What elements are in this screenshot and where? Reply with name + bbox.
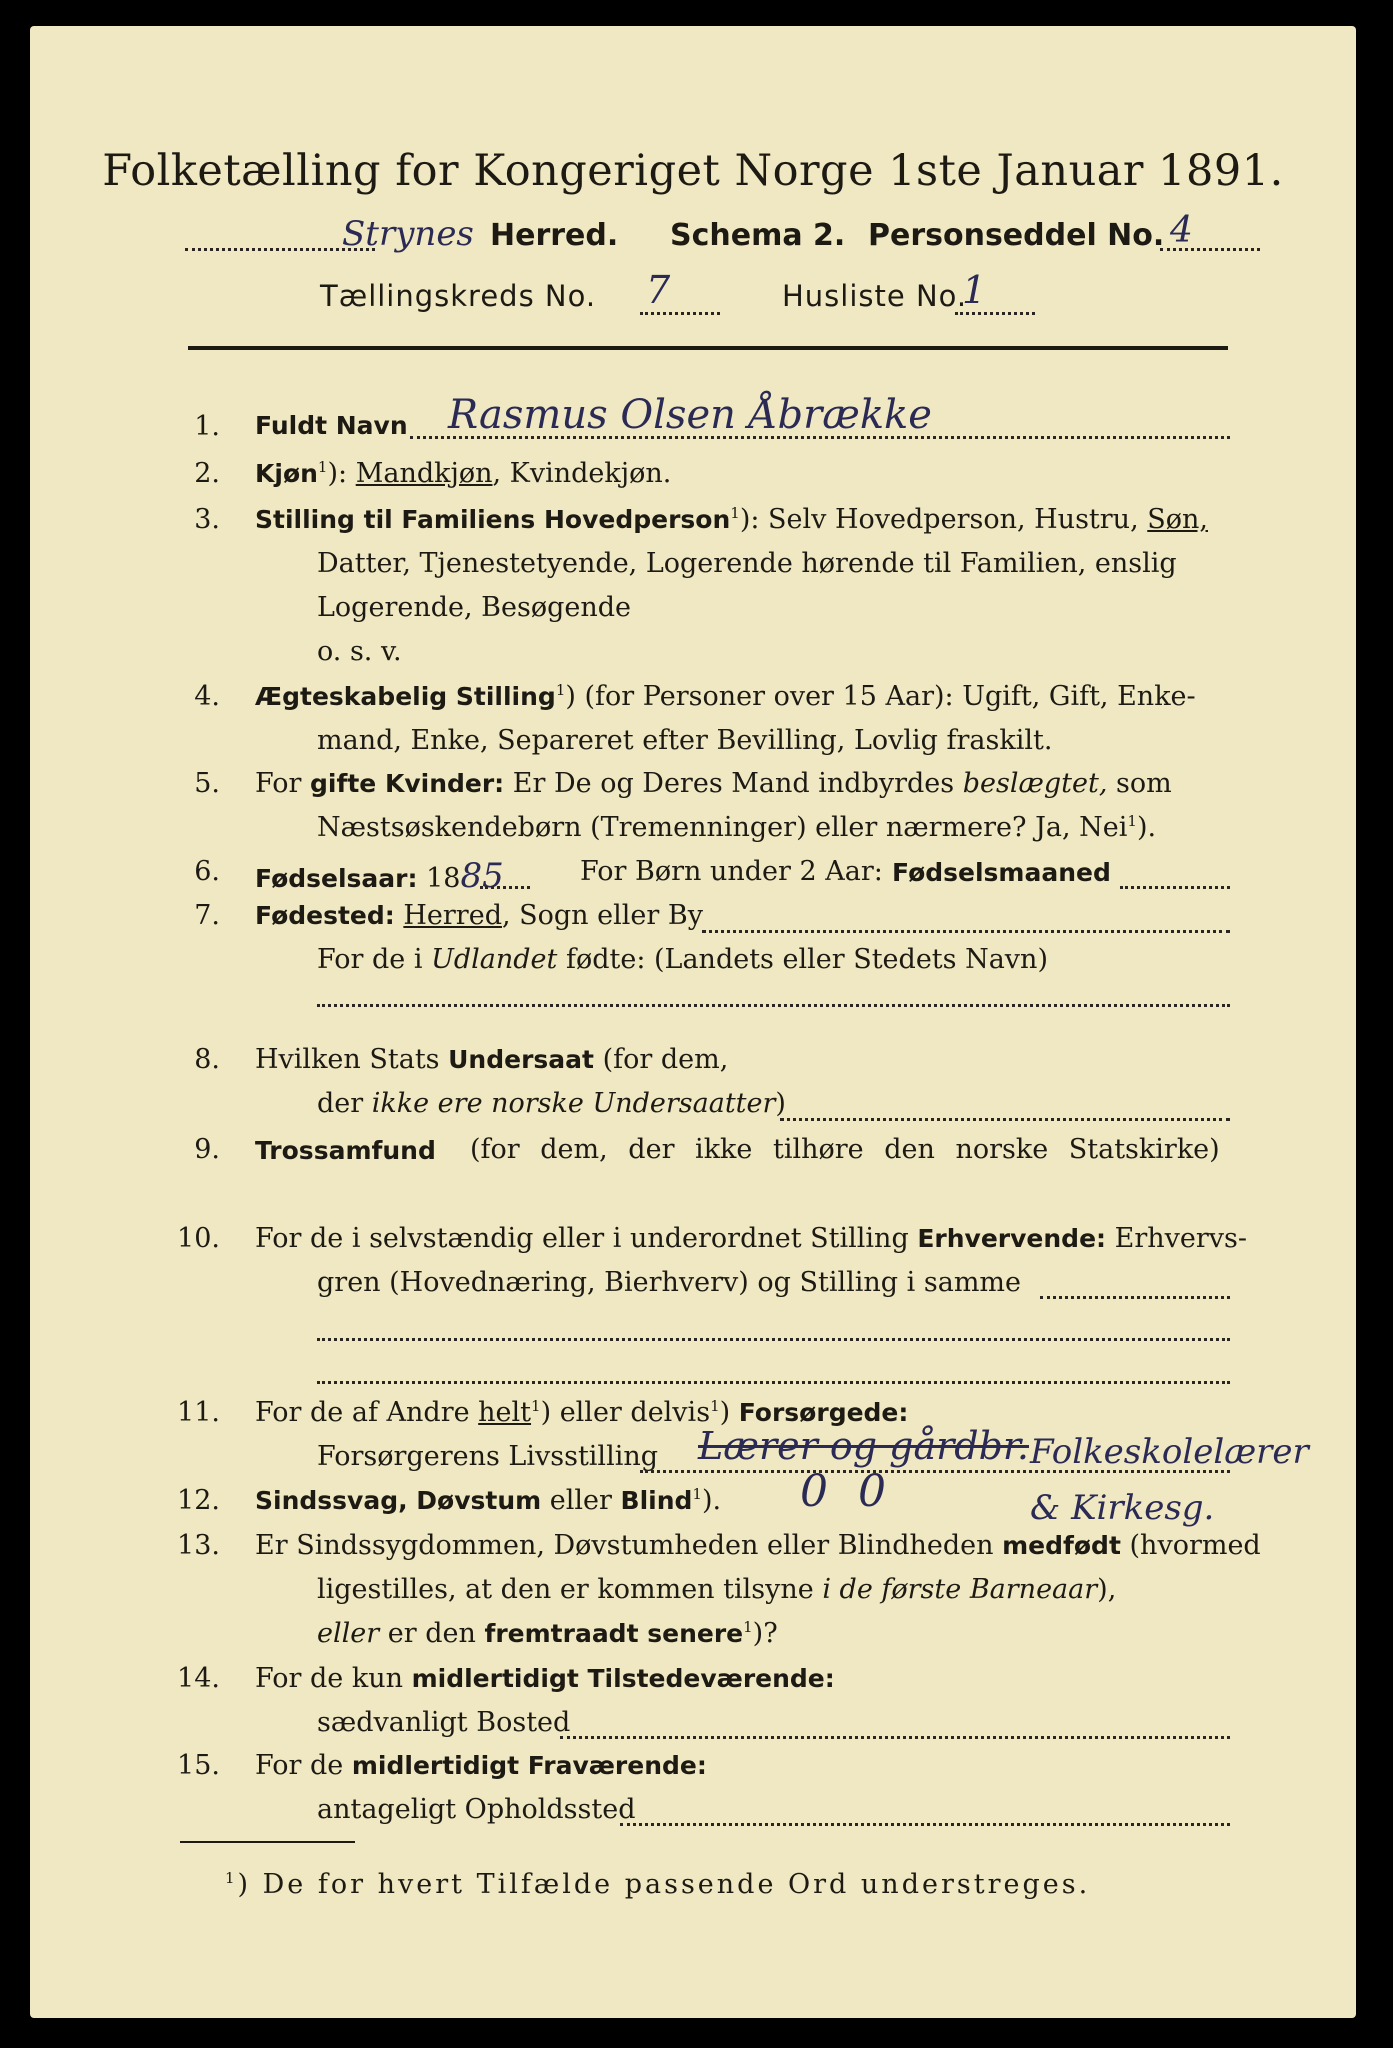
q11-provider-occupation-value: Folkeskolelærer & Kirkesg. (1030, 1432, 1309, 1528)
q7-text: , Sogn eller By (501, 900, 703, 931)
footnote-marker: 1 (1127, 812, 1137, 830)
q6-label: Fødselsaar: (255, 864, 418, 893)
q13-line2 (317, 1574, 1116, 1605)
q8-text2b: ikke ere norske Undersaatter (371, 1088, 776, 1119)
q11-label: Forsørgede: (738, 1398, 909, 1427)
q8-text2a: der (317, 1088, 364, 1119)
taellingskreds-value: 7 (646, 268, 671, 312)
q10-text2: Erhvervs- (1114, 1223, 1248, 1254)
item-number: 3. (194, 504, 220, 535)
taellingskreds-label: Tællingskreds No. (320, 279, 597, 313)
q5-italic: beslægtet, (962, 768, 1108, 799)
q7-line1 (255, 900, 703, 931)
q9-text: (for dem, der ikke tilhøre den norske Statskirke) (470, 1134, 1220, 1165)
q13-line1 (255, 1530, 1261, 1561)
q7-label: Fødested: (255, 901, 395, 930)
footnote-marker: 1 (692, 1485, 702, 1503)
q7-text2c: fødte: (Landets eller Stedets Navn) (565, 944, 1048, 975)
footnote-text: ) De for hvert Tilfælde passende Ord understreges. (237, 1869, 1091, 1900)
q5-text2: Næstsøskendebørn (Tremenninger) eller nærmere? Ja, Nei (317, 812, 1128, 843)
q14-line2: sædvanligt Bosted (317, 1707, 571, 1738)
q5-label: gifte Kvinder: (310, 769, 505, 798)
q13-end: )? (752, 1618, 778, 1649)
q10-text1: For de i selvstændig eller i underordnet Stilling (255, 1223, 909, 1254)
item-number: 12. (177, 1485, 220, 1516)
item-number: 15. (177, 1750, 220, 1781)
q10-line2: gren (Hovednæring, Bierhverv) og Stilling i samme (317, 1267, 1022, 1298)
husliste-label: Husliste No. (782, 279, 968, 313)
q15-line2: antageligt Opholdssted (317, 1794, 636, 1825)
q15-label: midlertidigt Fraværende: (351, 1751, 707, 1780)
q1-dots (410, 436, 1230, 439)
q7-dots-2 (317, 1004, 1230, 1007)
q7-dots-1 (702, 930, 1230, 933)
item-number: 4. (194, 681, 220, 712)
q2-option-mandkjon: Mandkjøn (355, 458, 493, 489)
q13-label: medfødt (1002, 1531, 1121, 1560)
q8-text2c: ) (775, 1088, 786, 1119)
q8-dots (780, 1118, 1230, 1121)
q12-value: 0 0 (800, 1466, 894, 1517)
q15-line1 (255, 1750, 707, 1781)
q4-line2: mand, Enke, Separeret efter Bevilling, Lovlig fraskilt. (317, 725, 1053, 756)
personseddel-value: 4 (1170, 210, 1193, 251)
q1-name-value: Rasmus Olsen Åbrække (448, 392, 932, 438)
q13-line3 (317, 1618, 778, 1649)
q5-line2 (317, 812, 1156, 843)
footnote-marker: 1 (730, 504, 740, 522)
q13-text3a: eller (317, 1618, 380, 1649)
q12-mid: eller (549, 1485, 612, 1516)
q10-dots-1 (1040, 1296, 1230, 1299)
q11-struck-value: Lærer og gårdbr. (698, 1424, 1029, 1468)
q13-text2c: ), (1097, 1574, 1117, 1605)
q4-line1 (255, 681, 1196, 712)
q12-label2: Blind (620, 1486, 693, 1515)
q9-label: Trossamfund (255, 1136, 436, 1165)
q6-mid: For Børn under 2 Aar: (580, 856, 883, 887)
q12-line (255, 1485, 721, 1516)
q14-dots (560, 1736, 1230, 1739)
q3-text: ): Selv Hovedperson, Hustru, (739, 504, 1139, 535)
q11-text3: ) (719, 1397, 739, 1428)
personseddel-label: Personseddel No. (868, 218, 1165, 253)
q6-line (255, 856, 504, 896)
q3-line3: Logerende, Besøgende (317, 592, 631, 623)
item-number: 1. (194, 411, 220, 442)
q8-label: Undersaat (448, 1045, 594, 1074)
item-number: 10. (177, 1223, 220, 1254)
item-number: 11. (177, 1397, 220, 1428)
q12-end: ). (701, 1485, 722, 1516)
q10-dots-2 (317, 1338, 1230, 1341)
item-number: 2. (194, 458, 220, 489)
q5-end: ). (1136, 812, 1157, 843)
personseddel-dots (1160, 248, 1260, 251)
q14-label: midlertidigt Tilstedeværende: (411, 1664, 835, 1693)
q8-line1 (255, 1044, 728, 1075)
q13-label2: fremtraadt senere (484, 1619, 744, 1648)
q3-line1 (255, 504, 1208, 535)
q4-text: ) (for Personer over 15 Aar): Ugift, Gift, Enke- (565, 681, 1196, 712)
q15-pre: For de (255, 1750, 344, 1781)
q3-option-son: Søn, (1147, 504, 1208, 535)
q13-text2a: ligestilles, at den er kommen tilsyne (317, 1574, 814, 1605)
footnote-rule (180, 1841, 355, 1843)
footnote-marker: 1 (531, 1397, 541, 1415)
footnote-marker: 1 (710, 1397, 720, 1415)
q6-prefix: 18 (426, 863, 461, 894)
item-number: 6. (194, 856, 220, 887)
q7-line2 (317, 944, 1048, 975)
q14-pre: For de kun (255, 1663, 403, 1694)
item-number: 13. (177, 1530, 220, 1561)
q6-dots-a (480, 886, 530, 889)
q13-text1b: (hvormed (1129, 1530, 1261, 1561)
q5-pre: For (255, 768, 302, 799)
herred-value: Strynes (342, 214, 474, 254)
q11-line2: Forsørgerens Livsstilling (317, 1441, 659, 1472)
footnote-marker: 1 (555, 681, 566, 699)
schema-label: Schema 2. (670, 218, 846, 253)
q7-text2a: For de i (317, 944, 423, 975)
q12-label: Sindssvag, Døvstum (255, 1486, 542, 1515)
q13-text1a: Er Sindssygdommen, Døvstumheden eller Blindheden (255, 1530, 994, 1561)
footnote (225, 1869, 1090, 1900)
q10-label: Erhvervende: (917, 1224, 1107, 1253)
taellingskreds-dots (640, 312, 720, 315)
item-number: 8. (194, 1044, 220, 1075)
q11-text2: ) eller delvis (540, 1397, 711, 1428)
husliste-value: 1 (962, 268, 987, 312)
q11-option-helt: helt (478, 1397, 532, 1428)
q2-line (255, 458, 671, 489)
q2-label: Kjøn (255, 459, 318, 488)
q10-line1 (255, 1223, 1247, 1254)
q3-label: Stilling til Familiens Hovedperson (255, 505, 731, 534)
q11-text1: For de af Andre (255, 1397, 470, 1428)
item-number: 5. (194, 768, 220, 799)
q6-label2: Fødselsmaaned (892, 858, 1111, 887)
q6-birthyear-value: 85 (460, 856, 504, 896)
header-rule (188, 346, 1228, 350)
husliste-dots (955, 312, 1035, 315)
q13-text3b: er den (387, 1618, 476, 1649)
item-number: 9. (194, 1134, 220, 1165)
q5-post: som (1116, 768, 1172, 799)
q8-pre: Hvilken Stats (255, 1044, 440, 1075)
q3-line2: Datter, Tjenestetyende, Logerende hørende til Familien, enslig (317, 548, 1177, 579)
q4-label: Ægteskabelig Stilling (255, 682, 556, 711)
form-title: Folketælling for Kongeriget Norge 1ste Januar 1891. (102, 146, 1284, 196)
q2-text: ): (327, 458, 348, 489)
q7-option-herred: Herred (403, 900, 502, 931)
q1-label: Fuldt Navn (255, 411, 408, 440)
footnote-marker: 1 (225, 1869, 238, 1887)
footnote-marker: 1 (317, 458, 328, 476)
q15-dots (620, 1823, 1230, 1826)
q14-line1 (255, 1663, 835, 1694)
herred-label: Herred. (490, 218, 619, 253)
q2-option-kvindekjon: , Kvindekjøn. (492, 458, 672, 489)
q6-dots-b (1120, 886, 1230, 889)
footnote-marker: 1 (743, 1618, 753, 1636)
q3-line4: o. s. v. (317, 636, 402, 667)
q5-text: Er De og Deres Mand indbyrdes (512, 768, 955, 799)
q8-line2 (317, 1088, 786, 1119)
q5-line1 (255, 768, 1172, 799)
q8-post: (for dem, (602, 1044, 729, 1075)
q13-text2b: i de første Barneaar (822, 1574, 1098, 1605)
item-number: 14. (177, 1663, 220, 1694)
census-form (30, 26, 1356, 2018)
q10-dots-3 (317, 1381, 1230, 1384)
q7-text2b: Udlandet (431, 944, 558, 975)
item-number: 7. (194, 900, 220, 931)
